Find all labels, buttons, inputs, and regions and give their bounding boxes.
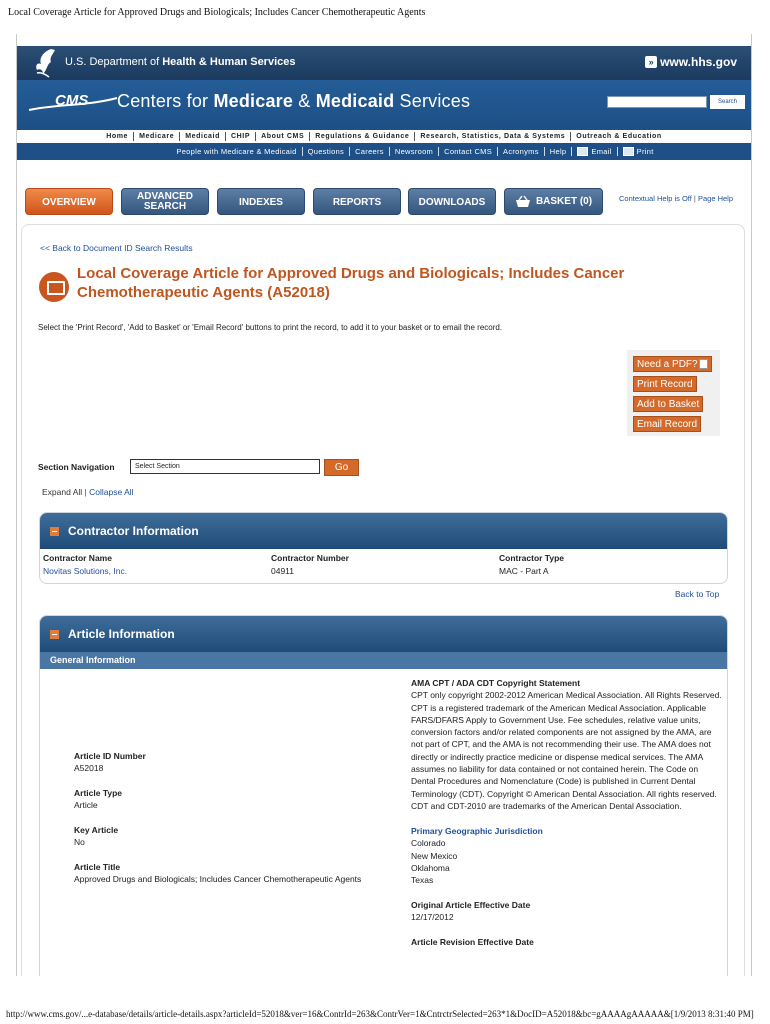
print-header: Local Coverage Article for Approved Drugs and Biologicals; Includes Cancer Chemotherapeutic Agents — [8, 7, 426, 18]
nav-acronyms[interactable]: Acronyms — [497, 147, 544, 156]
print-icon — [623, 147, 634, 156]
collapse-icon[interactable] — [50, 630, 59, 639]
article-section-header[interactable] — [40, 616, 727, 652]
primary-nav — [17, 130, 751, 143]
expand-all-link[interactable]: Expand All — [42, 487, 83, 497]
jurisdiction-state: Oklahoma — [411, 862, 450, 873]
print-footer: http://www.cms.gov/...e-database/details/article-details.aspx?articleId=52018&ver=16&ContrId=263&ContrVer=1&CntrctrSelected=263*1&DocID=A52018&bc=gAAAAgAAAAA&[1/9/2013 8:31:40 PM] — [6, 1009, 754, 1019]
contractor-number-label: Contractor Number — [271, 553, 349, 563]
tab-basket[interactable] — [504, 188, 603, 215]
nav-questions[interactable]: Questions — [302, 147, 349, 156]
nav-newsroom[interactable]: Newsroom — [389, 147, 438, 156]
need-pdf-label: Need a PDF? — [637, 359, 698, 370]
hhs-prefix: U.S. Department of — [65, 56, 160, 68]
tab-downloads[interactable]: DOWNLOADS — [408, 188, 496, 215]
tab-advanced-line1: ADVANCED — [137, 191, 193, 202]
collapse-all-link[interactable]: Collapse All — [89, 487, 134, 497]
effective-date-block — [411, 899, 728, 924]
nav-regulations[interactable]: Regulations & Guidance — [309, 132, 414, 141]
article-id-value: A52018 — [74, 763, 104, 773]
article-section — [39, 615, 728, 976]
section-navigation-select[interactable]: Select Section — [130, 459, 320, 474]
hhs-gov-link[interactable] — [645, 55, 737, 69]
tab-overview[interactable]: OVERVIEW — [25, 188, 113, 215]
nav-contact[interactable]: Contact CMS — [438, 147, 497, 156]
tab-indexes[interactable]: INDEXES — [217, 188, 305, 215]
site-search-button[interactable]: Search — [710, 95, 745, 109]
back-to-search-link[interactable]: << Back to Document ID Search Results — [40, 243, 193, 253]
print-record-button[interactable]: Print Record — [633, 376, 697, 392]
nav-careers[interactable]: Careers — [349, 147, 389, 156]
key-article-value: No — [74, 837, 85, 847]
nav-chip[interactable]: CHIP — [225, 132, 255, 141]
contractor-type-label: Contractor Type — [499, 553, 565, 563]
hhs-eagle-logo-icon — [31, 46, 59, 80]
nav-people[interactable]: People with Medicare & Medicaid — [176, 147, 297, 156]
nav-email[interactable] — [571, 147, 616, 156]
jurisdiction-block — [411, 825, 728, 886]
cms-title-medicaid: Medicaid — [315, 91, 395, 111]
hhs-title — [65, 56, 296, 68]
basket-icon — [515, 195, 531, 208]
contractor-name-link[interactable]: Novitas Solutions, Inc. — [43, 566, 128, 576]
cms-logo-text: CMS — [55, 92, 89, 109]
tab-reports[interactable]: REPORTS — [313, 188, 401, 215]
copyright-line: conversion factors and/or related components are not assigned by the AMA, are — [411, 727, 712, 738]
need-pdf-button[interactable] — [633, 356, 712, 372]
link-separator: | — [84, 487, 87, 497]
site-search-input[interactable] — [607, 96, 707, 108]
email-icon — [577, 147, 588, 156]
revision-date-block — [411, 936, 728, 948]
copyright-label: AMA CPT / ADA CDT Copyright Statement — [411, 678, 581, 688]
jurisdiction-state: New Mexico — [411, 850, 458, 861]
contractor-name-label: Contractor Name — [43, 553, 112, 563]
copyright-line: CPT only copyright 2002-2012 American Medical Association. All Rights Reserved. — [411, 690, 722, 701]
jurisdiction-state: Colorado — [411, 838, 446, 849]
intro-text: Select the 'Print Record', 'Add to Basket' or 'Email Record' buttons to print the record, to add it to your basket or to email the record. — [38, 323, 503, 332]
copyright-line: CDT and CDT-2010 are trademarks of the American Dental Association. — [411, 800, 682, 811]
cms-title-pre: Centers for — [117, 91, 209, 111]
nav-print-label: Print — [636, 147, 654, 156]
section-navigation-label: Section Navigation — [38, 462, 115, 472]
contractor-section-header[interactable] — [40, 513, 727, 549]
hhs-gov-link-label: www.hhs.gov — [660, 55, 737, 69]
contractor-type-value: MAC - Part A — [499, 566, 549, 576]
revision-date-label: Article Revision Effective Date — [411, 937, 534, 947]
copyright-line: not part of CPT, and the AMA is not recommending their use. The AMA does not — [411, 739, 711, 750]
key-article-label: Key Article — [74, 825, 119, 835]
cms-title-services: Services — [399, 91, 471, 111]
page-help-link[interactable]: Page Help — [697, 194, 733, 203]
record-actions — [627, 350, 720, 436]
tab-advanced-line2: SEARCH — [143, 201, 187, 212]
help-links — [619, 194, 733, 203]
collapse-icon[interactable] — [50, 527, 59, 536]
nav-medicaid[interactable]: Medicaid — [179, 132, 225, 141]
document-icon — [39, 272, 69, 302]
copyright-line: FARS/DFARS Apply to Government Use. Fee schedules, relative value units, — [411, 714, 701, 725]
jurisdiction-label-link[interactable]: Primary Geographic Jurisdiction — [411, 826, 543, 836]
copyright-block — [411, 677, 728, 812]
cms-site-title[interactable] — [117, 91, 470, 112]
page-title: Local Coverage Article for Approved Drugs and Biologicals; Includes Cancer Chemotherapeutic Agents (A52018) — [77, 265, 625, 301]
arrow-right-icon: » — [645, 56, 657, 68]
contextual-help-link[interactable]: Contextual Help is Off — [619, 194, 692, 203]
nav-outreach[interactable]: Outreach & Education — [570, 132, 667, 141]
cms-title-amp: & — [298, 91, 311, 111]
nav-about-cms[interactable]: About CMS — [255, 132, 309, 141]
hhs-banner — [17, 46, 751, 80]
copyright-line: Terminology (CDT). Copyright © American Dental Association. All rights reserved. — [411, 788, 717, 799]
copyright-line: assumes no liability for data contained or not contained herein. The Code on — [411, 764, 699, 775]
cms-logo-icon — [27, 88, 119, 116]
help-separator: | — [693, 194, 696, 203]
back-to-top-link[interactable]: Back to Top — [675, 589, 720, 599]
article-type-value: Article — [74, 800, 98, 810]
go-button[interactable]: Go — [324, 459, 359, 476]
jurisdiction-state: Texas — [411, 875, 434, 886]
nav-research[interactable]: Research, Statistics, Data & Systems — [414, 132, 570, 141]
article-title-label: Article Title — [74, 862, 121, 872]
nav-home[interactable]: Home — [106, 133, 129, 140]
effective-date-label: Original Article Effective Date — [411, 900, 531, 910]
cms-header — [17, 80, 751, 160]
cms-title-medicare: Medicare — [213, 91, 294, 111]
contractor-heading: Contractor Information — [68, 524, 199, 538]
nav-medicare[interactable]: Medicare — [133, 132, 179, 141]
article-title-value: Approved Drugs and Biologicals; Includes Cancer Chemotherapeutic Agents — [74, 874, 362, 884]
article-heading: Article Information — [68, 627, 175, 641]
contractor-section — [39, 512, 728, 584]
pdf-icon — [699, 359, 708, 369]
hhs-name: Health & Human Services — [162, 56, 296, 68]
nav-print[interactable] — [617, 147, 659, 156]
copyright-line: CPT is a registered trademark of the American Medical Association. Applicable — [411, 702, 707, 713]
browser-page — [16, 34, 752, 976]
nav-email-label: Email — [591, 147, 612, 156]
secondary-nav — [17, 143, 751, 160]
article-id-label: Article ID Number — [74, 751, 146, 761]
email-record-button[interactable]: Email Record — [633, 416, 701, 432]
add-to-basket-button[interactable]: Add to Basket — [633, 396, 703, 412]
tab-basket-label: BASKET (0) — [535, 196, 593, 207]
copyright-line: directly or indirectly practice medicine or dispense medical services. The AMA — [411, 751, 704, 762]
tab-advanced-search[interactable] — [121, 188, 209, 215]
effective-date-value: 12/17/2012 — [411, 912, 454, 923]
nav-help[interactable]: Help — [544, 147, 572, 156]
expand-collapse-links — [42, 487, 134, 497]
contractor-number-value: 04911 — [271, 566, 295, 576]
general-information-header: General Information — [40, 652, 727, 669]
article-type-label: Article Type — [74, 788, 123, 798]
copyright-line: Dental Procedures and Nomenclature (Code) is published in Current Dental — [411, 776, 696, 787]
